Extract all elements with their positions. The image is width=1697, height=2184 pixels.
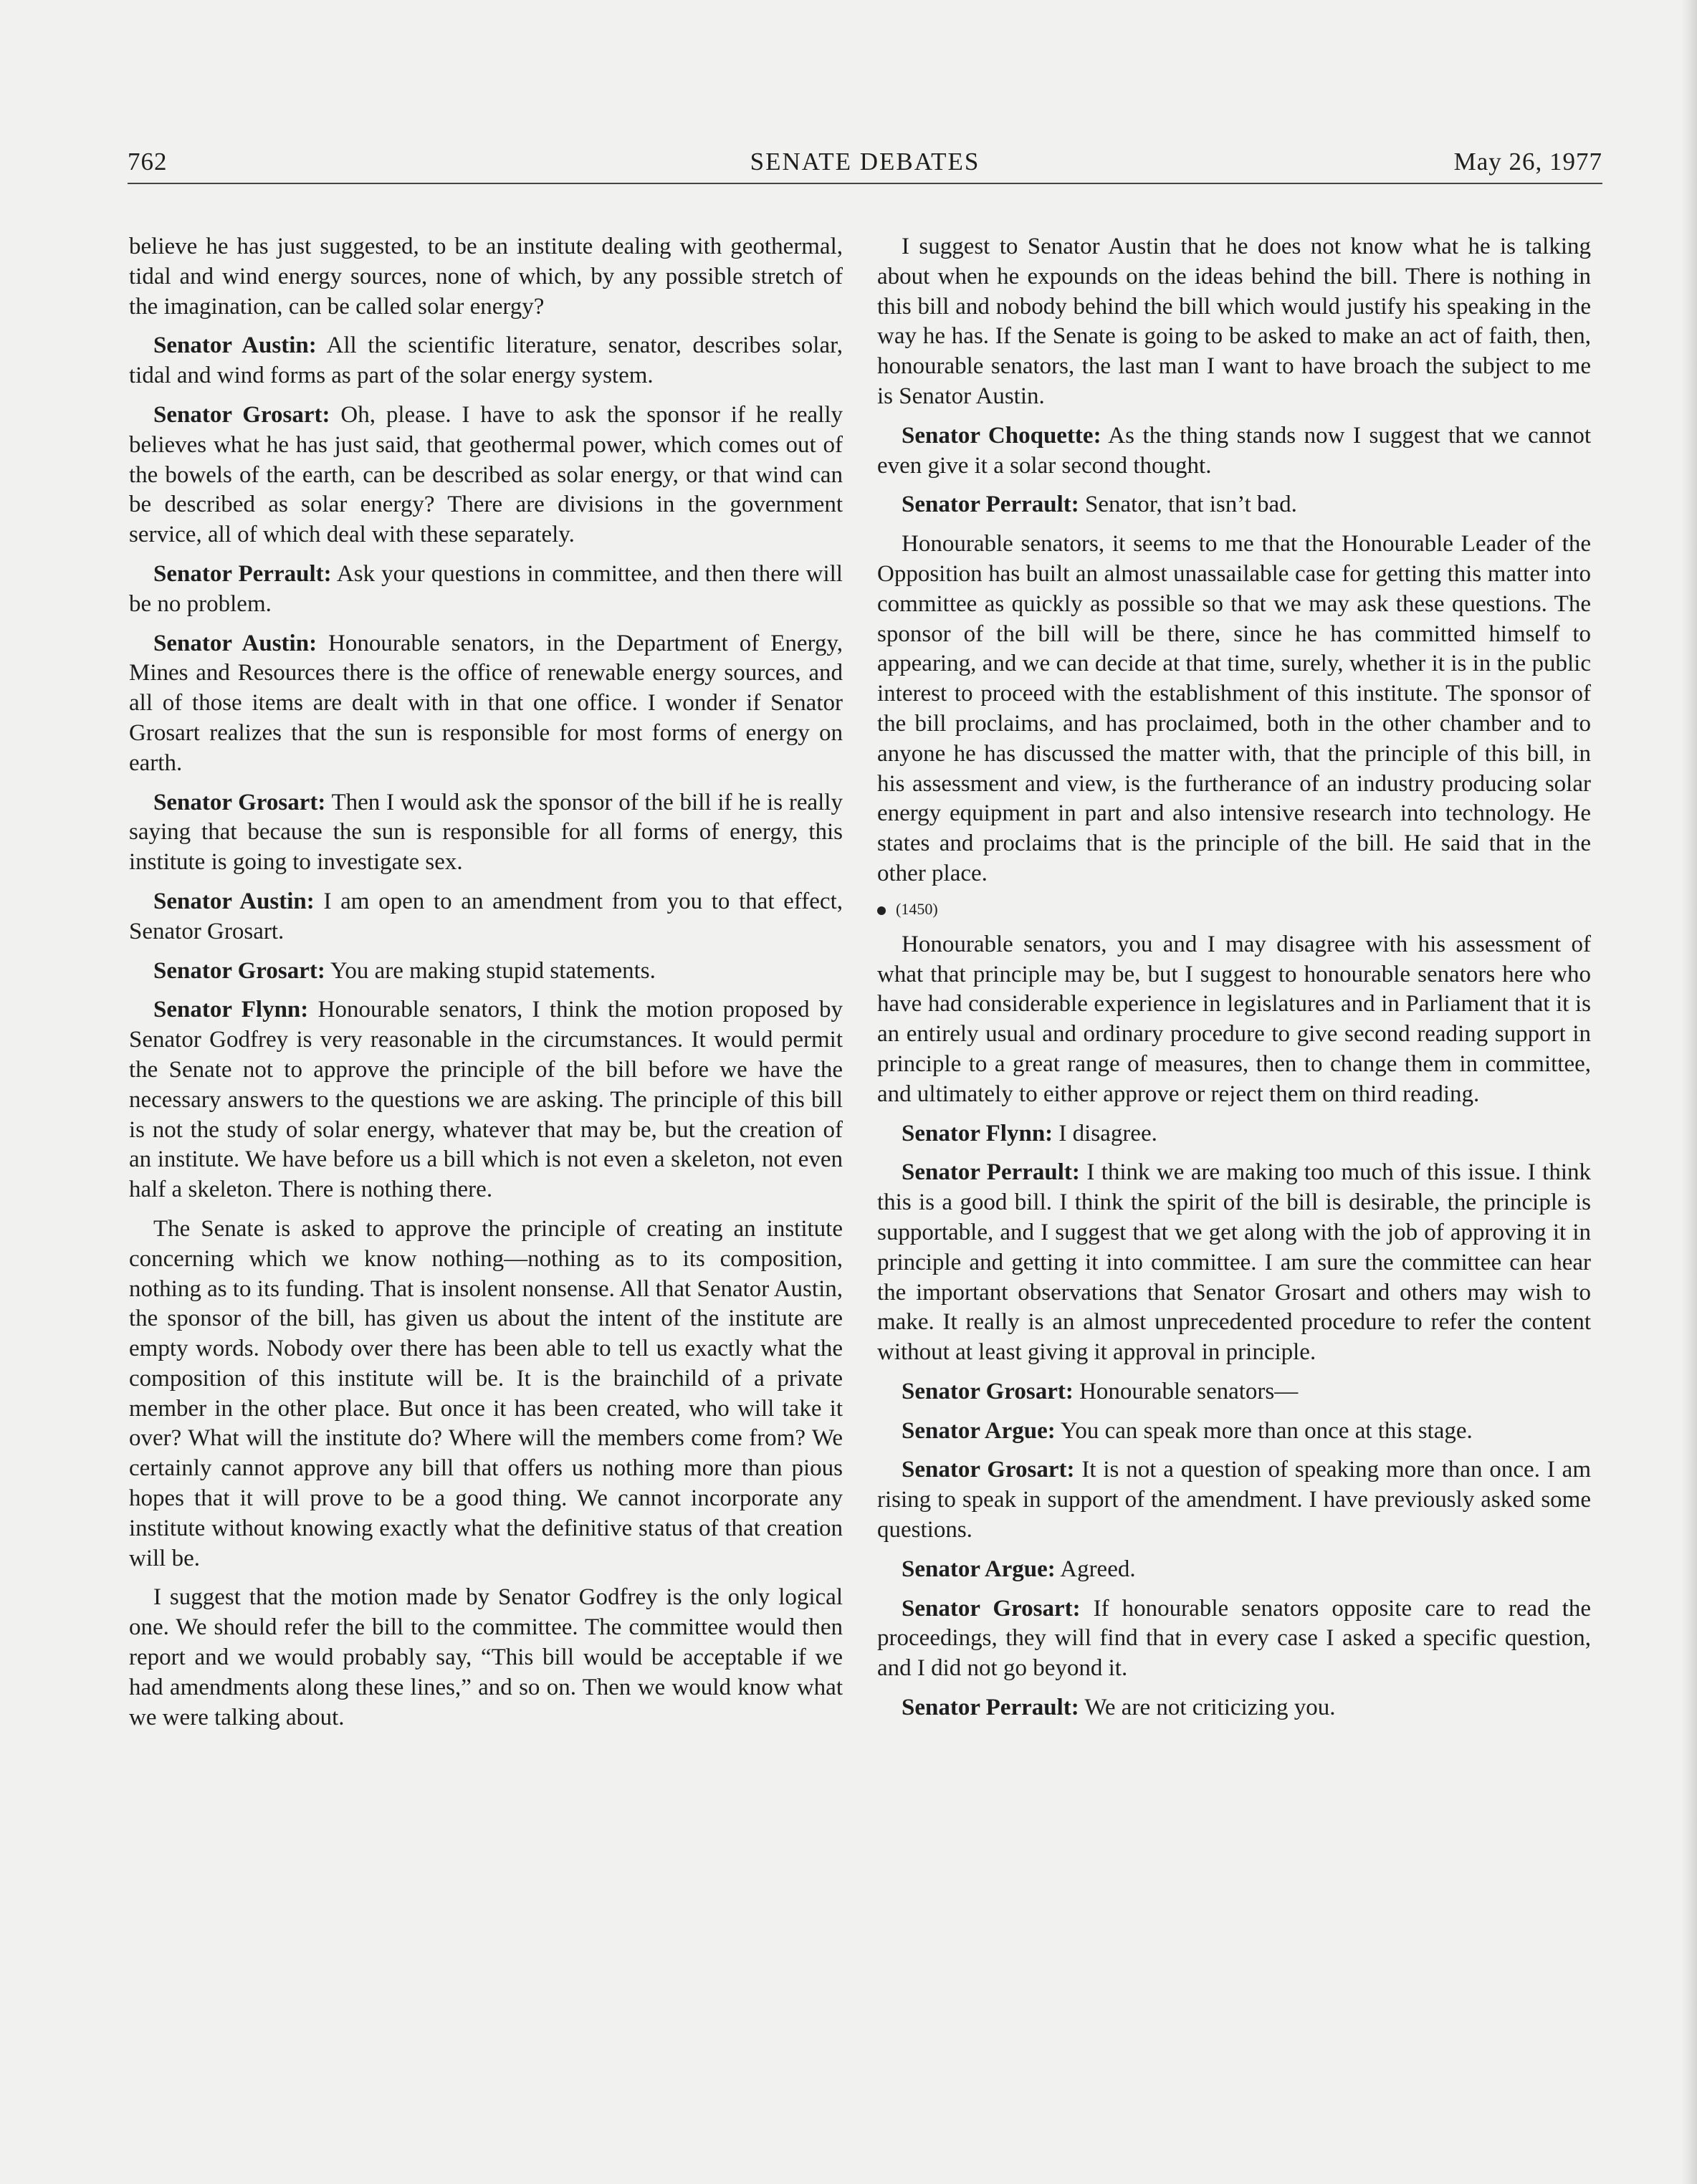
paragraph-text: Then I would ask the sponsor of the bill if he is really saying that because the sun is responsible for all forms of energy, this institute is going to investigate sex. — [129, 789, 843, 876]
paragraph — [877, 1119, 1591, 1149]
speaker-name: Senator Grosart: — [153, 789, 326, 815]
paragraph-text: It is not a question of speaking more than once. I am rising to speak in support of the amendment. I have previously asked some questions. — [877, 1457, 1591, 1543]
paragraph — [877, 1455, 1591, 1545]
paragraph — [877, 530, 1591, 889]
paragraph-text: As the thing stands now I suggest that we cannot even give it a solar second thought. — [877, 422, 1591, 479]
speaker-name: Senator Grosart: — [902, 1457, 1075, 1483]
paragraph-text: I suggest that the motion made by Senator Godfrey is the only logical one. We should refer the bill to the committee. The committee would then report and we would probably say, “This bill would be acceptable if we had amendments along these lines,” and so on. Then we would know what we were talking about. — [129, 1584, 843, 1730]
paragraph-text: Honourable senators, it seems to me that the Honourable Leader of the Opposition has built an almost unassailable case for getting this matter into committee as quickly as possible so that we may ask these questions. The sponsor of the bill will be there, since he has committed himself to appearing, and we can decide at that time, surely, whether it is in the public interest to proceed with the establishment of this institute. The sponsor of the bill proclaims, and has proclaimed, both in the other chamber and to anyone he has discussed the matter with, that the principle of this bill, in his assessment and view, is the furtherance of an industry producing solar energy equipment in part and also intensive research into technology. He states and proclaims that is the principle of the bill. He said that in the other place. — [877, 531, 1591, 886]
bullet-icon — [877, 906, 886, 915]
speaker-name: Senator Flynn: — [153, 997, 309, 1023]
paragraph — [129, 401, 843, 550]
speaker-name: Senator Argue: — [902, 1417, 1056, 1444]
publication-title: SENATE DEBATES — [750, 148, 980, 176]
time-marker — [877, 899, 1591, 920]
paragraph-text: Honourable senators, in the Department of Energy, Mines and Resources there is the office of renewable energy sources, and all of those items are dealt with in that one office. I wonder if Senator Grosart realizes that the sun is responsible for most forms of energy on earth. — [129, 630, 843, 776]
speaker-name: Senator Austin: — [153, 332, 317, 359]
right-column — [877, 232, 1591, 1733]
speaker-name: Senator Grosart: — [153, 957, 325, 984]
paragraph — [877, 1377, 1591, 1407]
paragraph-text: I think we are making too much of this issue. I think this is a good bill. I think the spirit of the bill is desirable, the principle is supportable, and I suggest that we get along with the job of approving it in principle and getting it into committee. I am sure the committee can hear the important observations that Senator Grosart and others may wish to make. It really is an almost unprecedented procedure to refer the content without at least giving it approval in principle. — [877, 1159, 1592, 1366]
paragraph-text: The Senate is asked to approve the principle of creating an institute concerning which we know nothing—nothing as to its composition, nothing as to its funding. That is insolent nonsense. All that Senator Austin, the sponsor of the bill, has given us about the intent of the institute are empty words. Nobody over there has been able to tell us exactly what the composition of this institute will be. It is the brainchild of a private member in the other place. But once it has been created, who will take it over? What will the institute do? Where will the members come from? We certainly cannot approve any bill that offers us nothing more than pious hopes that it will prove to be a good thing. We cannot incorporate any institute without knowing exactly what the definitive status of that creation will be. — [129, 1215, 843, 1571]
paragraph — [129, 1583, 843, 1733]
paragraph-text: Honourable senators, you and I may disagree with his assessment of what that principle may be, but I suggest to honourable senators here who have had considerable experience in legislatures and in Parliament that it is an entirely usual and ordinary procedure to give second reading support in principle to a great range of measures, then to change them in committee, and ultimately to either approve or reject them on third reading. — [877, 931, 1591, 1107]
speaker-name: Senator Austin: — [153, 888, 315, 914]
paragraph-text: Honourable senators— — [1079, 1378, 1299, 1404]
paragraph-text: All the scientific literature, senator, describes solar, tidal and wind forms as part of the solar energy system. — [129, 332, 843, 389]
paragraph-text: I disagree. — [1058, 1120, 1157, 1146]
speaker-name: Senator Grosart: — [902, 1595, 1081, 1622]
paragraph-text: Senator, that isn’t bad. — [1085, 492, 1297, 518]
paragraph-text: We are not criticizing you. — [1084, 1695, 1336, 1721]
paragraph — [129, 788, 843, 878]
paragraph-text: Oh, please. I have to ask the sponsor if he really believes what he has just said, that geothermal power, which comes out of the bowels of the earth, can be described as solar energy, or that wind can be described as solar energy? There are divisions in the government service, all of which deal with these separately. — [129, 401, 843, 548]
speaker-name: Senator Grosart: — [153, 401, 330, 428]
speaker-name: Senator Flynn: — [902, 1120, 1053, 1146]
paragraph — [877, 490, 1591, 520]
paragraph — [877, 232, 1591, 412]
speaker-name: Senator Argue: — [902, 1556, 1056, 1582]
paragraph-text: I am open to an amendment from you to that effect, Senator Grosart. — [129, 888, 843, 944]
speaker-name: Senator Perrault: — [902, 1695, 1079, 1721]
paragraph — [129, 887, 843, 947]
sitting-date: May 26, 1977 — [1453, 148, 1602, 176]
paragraph — [877, 421, 1591, 482]
left-column — [129, 232, 843, 1742]
paragraph-text: Agreed. — [1060, 1556, 1136, 1582]
paragraph — [129, 995, 843, 1205]
paragraph — [877, 1555, 1591, 1585]
paragraph-text: If honourable senators opposite care to read the proceedings, they will find that in every case I asked a specific question, and I did not go beyond it. — [877, 1595, 1592, 1682]
paragraph-text: You are making stupid statements. — [330, 957, 656, 984]
speaker-name: Senator Perrault: — [153, 560, 332, 587]
paragraph — [877, 1693, 1591, 1723]
paragraph — [877, 1594, 1591, 1684]
page-edge-shadow — [1681, 0, 1697, 2184]
paragraph-text: I suggest to Senator Austin that he does not know what he is talking about when he expounds on the ideas behind the bill. There is nothing in this bill and nobody behind the bill which would justify his speaking in the way he has. If the Senate is going to be asked to make an act of faith, then, honourable senators, the last man I want to have broach the subject to me is Senator Austin. — [877, 234, 1591, 409]
paragraph — [129, 629, 843, 779]
paragraph — [877, 1417, 1591, 1447]
page-number: 762 — [128, 148, 168, 176]
header-rule — [128, 183, 1602, 184]
paragraph — [877, 930, 1591, 1110]
speaker-name: Senator Austin: — [153, 630, 317, 656]
speaker-name: Senator Perrault: — [902, 1159, 1080, 1186]
paragraph-text: believe he has just suggested, to be an institute dealing with geothermal, tidal and wind energy sources, none of which, by any possible stretch of the imagination, can be called solar energy? — [129, 234, 843, 320]
paragraph — [129, 331, 843, 391]
running-head — [128, 148, 1602, 183]
speaker-name: Senator Perrault: — [902, 492, 1079, 518]
paragraph — [129, 232, 843, 322]
time-marker-text: (1450) — [896, 899, 938, 918]
paragraph — [129, 957, 843, 987]
paragraph-text: You can speak more than once at this stage. — [1060, 1417, 1473, 1444]
paragraph — [129, 560, 843, 620]
paragraph — [129, 1215, 843, 1574]
speaker-name: Senator Choquette: — [902, 422, 1101, 449]
paragraph-text: Honourable senators, I think the motion proposed by Senator Godfrey is very reasonable in the circumstances. It would permit the Senate not to approve the principle of the bill before we have the necessary answers to the questions we are asking. The principle of this bill is not the study of solar energy, whatever that may be, but the creation of an institute. We have before us a bill which is not even a skeleton, not even half a skeleton. There is nothing there. — [129, 997, 843, 1203]
paragraph — [877, 1158, 1591, 1368]
speaker-name: Senator Grosart: — [902, 1378, 1074, 1404]
paragraph-text: Ask your questions in committee, and then there will be no problem. — [129, 560, 843, 617]
